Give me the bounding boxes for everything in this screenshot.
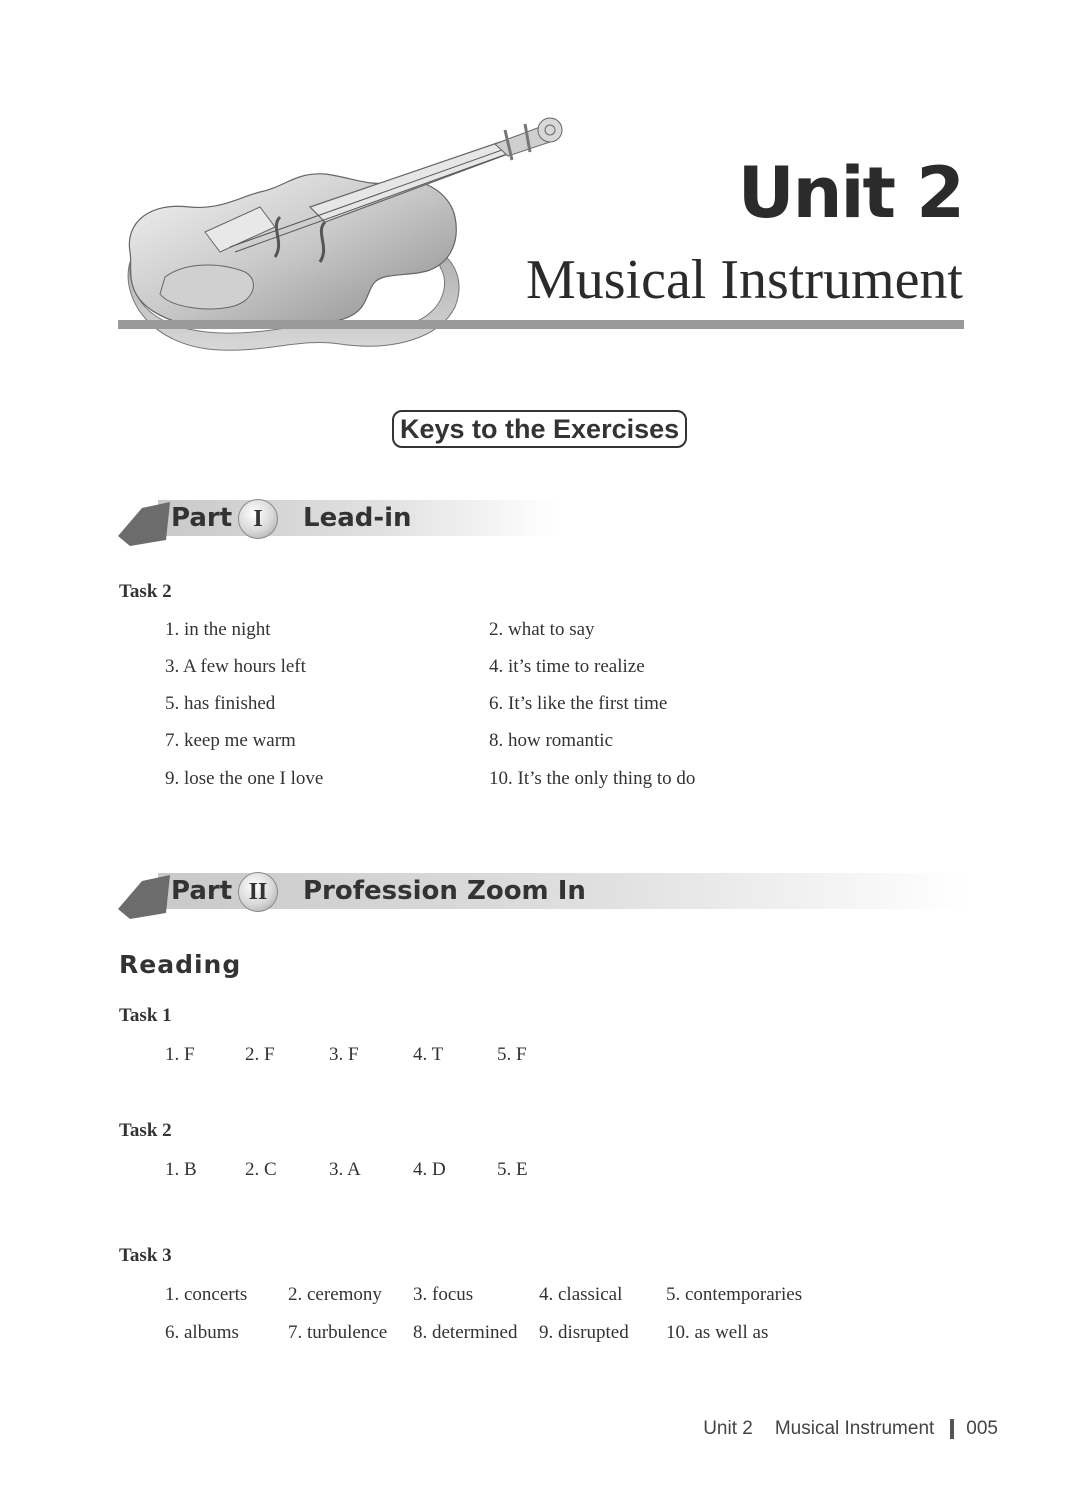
answer: 7. turbulence [288,1322,388,1343]
part-title: Profession Zoom In [303,876,586,906]
part-2-bar [118,873,978,921]
part-numeral: I [238,499,278,539]
answer: 5. F [497,1044,527,1065]
answer: 10. as well as [666,1322,769,1343]
unit-title: Musical Instrument [525,249,963,311]
answer: 3. focus [413,1284,474,1305]
header-rule [118,320,964,329]
answer: 6. albums [165,1322,239,1343]
answer: 3. A [329,1159,361,1180]
answer: 5. has finished [165,693,276,714]
answer: 5. E [497,1159,528,1180]
answer: 3. A few hours left [165,656,306,677]
answer: 6. It’s like the first time [489,693,668,714]
part-tab-shape [118,500,170,548]
part-tab-shape [118,873,170,921]
task-label: Task 3 [119,1245,172,1266]
answer: 8. determined [413,1322,518,1343]
answer: 4. classical [539,1284,623,1305]
footer-unit: Unit 2 [703,1418,753,1439]
part-word: Part [171,503,233,533]
answer: 2. ceremony [288,1284,382,1305]
part-numeral: II [238,872,278,912]
answer: 1. B [165,1159,197,1180]
keys-heading: Keys to the Exercises [392,410,687,448]
answer: 1. concerts [165,1284,248,1305]
answer: 10. It’s the only thing to do [489,768,696,789]
page-footer [703,1418,998,1440]
answer: 1. in the night [165,619,271,640]
answer: 9. disrupted [539,1322,629,1343]
answer: 7. keep me warm [165,730,296,751]
answer: 4. D [413,1159,446,1180]
task-label: Task 1 [119,1005,172,1026]
footer-separator [950,1419,954,1439]
task-label: Task 2 [119,581,172,602]
task-label: Task 2 [119,1120,172,1141]
unit-number: Unit 2 [737,152,963,234]
answer: 3. F [329,1044,359,1065]
answer: 8. how romantic [489,730,614,751]
answer: 2. what to say [489,619,595,640]
page-number: 005 [966,1418,998,1439]
part-word: Part [171,876,233,906]
answer: 4. T [413,1044,444,1065]
answer: 2. F [245,1044,275,1065]
answer: 1. F [165,1044,195,1065]
answer: 2. C [245,1159,277,1180]
part-title: Lead-in [303,503,412,533]
reading-heading: Reading [119,950,242,979]
answer: 5. contemporaries [666,1284,803,1305]
answer: 9. lose the one I love [165,768,324,789]
answer: 4. it’s time to realize [489,656,645,677]
part-1-bar [118,500,558,548]
footer-title: Musical Instrument [774,1418,935,1439]
